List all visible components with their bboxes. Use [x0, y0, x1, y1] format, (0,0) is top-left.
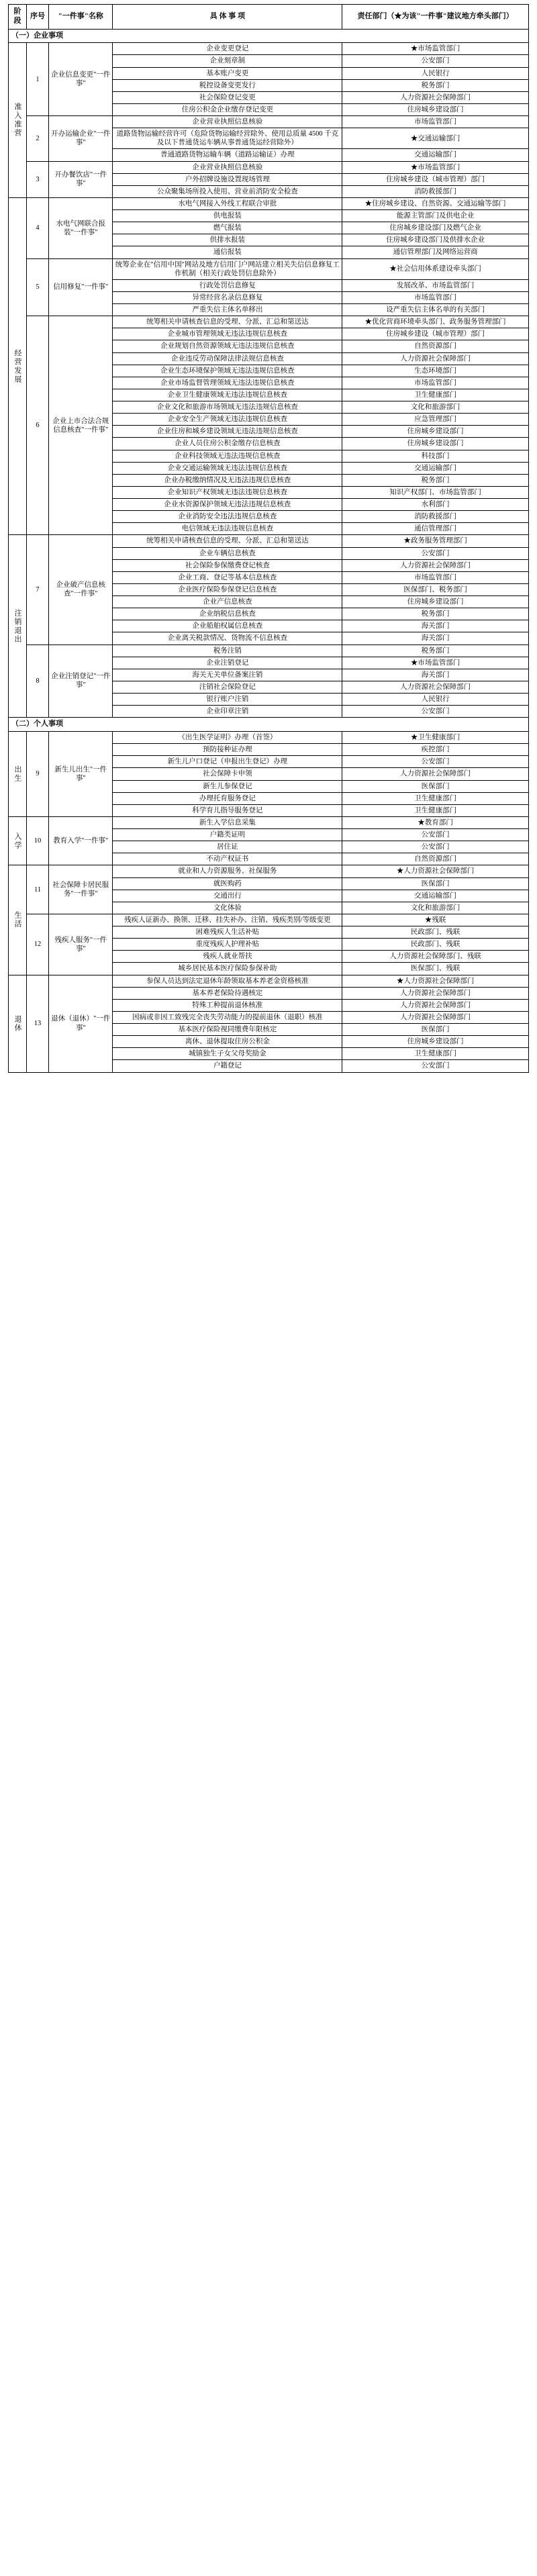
- matter-item: 企业规划自然资源领域无违法违规信息核查: [113, 340, 342, 352]
- responsible-department: 疾控部门: [342, 744, 529, 756]
- matter-item: 新生入学信息采集: [113, 816, 342, 828]
- matter-item: 企业营业执照信息核验: [113, 116, 342, 128]
- matter-item: 社会保障卡申领: [113, 768, 342, 780]
- responsible-department: 应急管理部门: [342, 414, 529, 426]
- sequence-number: 12: [26, 914, 48, 975]
- table-row: [9, 535, 529, 547]
- matter-item: 基本账户变更: [113, 67, 342, 79]
- stage-cell: 退休: [9, 975, 27, 1072]
- responsible-department: 人民银行: [342, 67, 529, 79]
- matter-name: 社会保障卡居民服务"一件事": [49, 865, 113, 914]
- responsible-department: 通信管理部门: [342, 523, 529, 535]
- matter-item: 企业水资源保护领域无违法违规信息核查: [113, 499, 342, 511]
- matter-item: 因病或非因工致残完全丧失劳动能力的提前退休（退职）核准: [113, 1011, 342, 1023]
- table-row: [9, 865, 529, 877]
- column-header: 具 体 事 项: [113, 5, 342, 30]
- responsible-department: ★市场监管部门: [342, 161, 529, 173]
- table-row: [9, 645, 529, 657]
- responsible-department: 住房城乡建设部门: [342, 596, 529, 608]
- responsible-department: 人力资源社会保障部门: [342, 91, 529, 103]
- matter-item: 企业印章注销: [113, 706, 342, 718]
- responsible-department: 公安部门: [342, 706, 529, 718]
- matter-name: 教育入学"一件事": [49, 816, 113, 865]
- matter-item: 税控设备变更发行: [113, 79, 342, 91]
- responsible-department: 医保部门: [342, 780, 529, 792]
- table-row: [9, 732, 529, 744]
- matter-item: 户籍类证明: [113, 829, 342, 841]
- matter-item: 企业医疗保险参保登记信息核查: [113, 583, 342, 595]
- responsible-department: 住房城乡建设部门及供排水企业: [342, 234, 529, 246]
- stage-cell: 准入准营: [9, 43, 27, 198]
- responsible-department: ★人力资源社会保障部门: [342, 975, 529, 987]
- responsible-department: 水利部门: [342, 499, 529, 511]
- table-row: [9, 116, 529, 128]
- matter-item: 参保人员达到法定退休年龄领取基本养老金资格核准: [113, 975, 342, 987]
- matter-name: 开办运输企业"一件事": [49, 116, 113, 162]
- matter-name: 企业注销登记"一件事": [49, 645, 113, 718]
- matter-item: 企业城市管理领域无违法违规信息核查: [113, 328, 342, 340]
- responsible-department: 住房城乡建设部门: [342, 103, 529, 115]
- sequence-number: 11: [26, 865, 48, 914]
- column-header: 责任部门（★为该"一件事"建议地方牵头部门）: [342, 5, 529, 30]
- matter-item: 社会保险参保缴费登记核查: [113, 559, 342, 571]
- matter-item: 企业交通运输领域无违法违规信息核查: [113, 462, 342, 474]
- responsible-department: 税务部门: [342, 79, 529, 91]
- matter-item: 通信报装: [113, 246, 342, 258]
- responsible-department: 自然资源部门: [342, 853, 529, 865]
- matter-item: 行政处罚信息修复: [113, 279, 342, 291]
- responsible-department: 科技部门: [342, 450, 529, 462]
- responsible-department: ★卫生健康部门: [342, 732, 529, 744]
- responsible-department: 能源主管部门及供电企业: [342, 210, 529, 222]
- stage-cell: 经营发展: [9, 197, 27, 535]
- matter-item: 企业车辆信息核查: [113, 547, 342, 559]
- responsible-department: 设严重失信主体名单的有关部门: [342, 304, 529, 316]
- sequence-number: 1: [26, 43, 48, 116]
- matter-name: 水电气网联合报装"一件事": [49, 197, 113, 258]
- responsible-department: 民政部门、残联: [342, 926, 529, 939]
- matter-item: 企业生态环境保护领域无违法违规信息核查: [113, 365, 342, 377]
- matter-item: 企业违反劳动保障法律法规信息核查: [113, 352, 342, 365]
- responsible-department: 市场监管部门: [342, 116, 529, 128]
- responsible-department: 文化和旅游部门: [342, 401, 529, 414]
- table-header-row: [9, 5, 529, 30]
- responsible-department: 公安部门: [342, 55, 529, 67]
- responsible-department: 住房城乡建设（城市管理）部门: [342, 328, 529, 340]
- matter-item: 企业变更登记: [113, 43, 342, 55]
- matter-item: 就业和人力资源服务、社保服务: [113, 865, 342, 877]
- table-row: [9, 197, 529, 209]
- responsible-department: 通信管理部门及网络运营商: [342, 246, 529, 258]
- stage-cell: 生活: [9, 865, 27, 975]
- matter-item: 办理托育服务登记: [113, 792, 342, 804]
- matter-item: 户籍登记: [113, 1060, 342, 1072]
- matter-item: 严重失信主体名单移出: [113, 304, 342, 316]
- sequence-number: 8: [26, 645, 48, 718]
- matter-item: 企业船舶权属信息核查: [113, 620, 342, 632]
- responsible-department: 人力资源社会保障部门、残联: [342, 951, 529, 963]
- matter-item: 税务注销: [113, 645, 342, 657]
- sequence-number: 9: [26, 732, 48, 817]
- column-header: "一件事"名称: [49, 5, 113, 30]
- section-label: （二）个人事项: [9, 718, 529, 732]
- document-sheet: [0, 0, 537, 1080]
- matter-item: 交通出行: [113, 890, 342, 902]
- matter-item: 企业离关税款情况、货物流不信息核查: [113, 632, 342, 645]
- responsible-department: 公安部门: [342, 829, 529, 841]
- responsible-department: ★人力资源社会保障部门: [342, 865, 529, 877]
- matter-item: 企业科技领域无违法违规信息核查: [113, 450, 342, 462]
- table-row: [9, 43, 529, 55]
- stage-cell: 入学: [9, 816, 27, 865]
- matter-item: 《出生医学证明》办理（首签）: [113, 732, 342, 744]
- responsible-department: 人力资源社会保障部门: [342, 999, 529, 1011]
- matter-item: 住房公积金企业缴存登记变更: [113, 103, 342, 115]
- matter-item: 企业注销登记: [113, 657, 342, 669]
- responsible-department: 人力资源社会保障部门: [342, 987, 529, 999]
- responsible-department: 交通运输部门: [342, 149, 529, 161]
- responsible-department: 公安部门: [342, 1060, 529, 1072]
- responsible-department: 民政部门、残联: [342, 939, 529, 951]
- matter-item: 基本养老保险待遇核定: [113, 987, 342, 999]
- responsible-department: 人力资源社会保障部门: [342, 352, 529, 365]
- sequence-number: 5: [26, 258, 48, 316]
- responsible-department: ★交通运输部门: [342, 128, 529, 149]
- table-row: [9, 975, 529, 987]
- matter-item: 基本医疗保险视同缴费年限核定: [113, 1024, 342, 1036]
- matter-item: 预防接种证办理: [113, 744, 342, 756]
- matter-item: 银行账户注销: [113, 694, 342, 706]
- matter-item: 企业纳税信息核查: [113, 608, 342, 620]
- table-row: [9, 816, 529, 828]
- sequence-number: 13: [26, 975, 48, 1072]
- responsible-department: 卫生健康部门: [342, 792, 529, 804]
- responsible-department: 公安部门: [342, 756, 529, 768]
- matter-item: 统筹相关申请核查信息的受理、分派、汇总和第送达: [113, 316, 342, 328]
- responsible-department: 税务部门: [342, 645, 529, 657]
- matter-item: 企业营业执照信息核验: [113, 161, 342, 173]
- responsible-department: ★政务服务管理部门: [342, 535, 529, 547]
- responsible-department: 人力资源社会保障部门: [342, 681, 529, 693]
- table-row: [9, 914, 529, 926]
- matter-name: 企业上市合法合规信息核查"一件事": [49, 316, 113, 535]
- table-row: [9, 258, 529, 279]
- matter-name: 信用修复"一件事": [49, 258, 113, 316]
- matter-item: 普通道路货物运输车辆（道路运输证）办理: [113, 149, 342, 161]
- matter-item: 注销社会保险登记: [113, 681, 342, 693]
- responsible-department: 卫生健康部门: [342, 1048, 529, 1060]
- matter-item: 企业产信息核查: [113, 596, 342, 608]
- matter-item: 居住证: [113, 841, 342, 853]
- responsible-department: 消防救援部门: [342, 185, 529, 197]
- responsible-department: 人力资源社会保障部门: [342, 559, 529, 571]
- responsible-department: 医保部门: [342, 877, 529, 890]
- matter-item: 水电气网接入外线工程联合审批: [113, 197, 342, 209]
- responsible-department: 医保部门: [342, 1024, 529, 1036]
- matter-item: 困难残疾人生活补贴: [113, 926, 342, 939]
- section-label: （一）企业事项: [9, 29, 529, 43]
- matter-item: 户外招牌设施设置现场管理: [113, 173, 342, 185]
- section-heading-row: [9, 29, 529, 43]
- matter-item: 企业文化和旅游市场领域无违法违规信息核查: [113, 401, 342, 414]
- responsible-department: 生态环境部门: [342, 365, 529, 377]
- matter-item: 城镇独生子女父母奖励金: [113, 1048, 342, 1060]
- responsible-department: 市场监管部门: [342, 571, 529, 583]
- responsible-department: 海关部门: [342, 669, 529, 681]
- matter-item: 企业人员住房公积金缴存信息核查: [113, 438, 342, 450]
- responsible-department: 交通运输部门: [342, 890, 529, 902]
- matter-item: 科学育儿指导服务登记: [113, 804, 342, 816]
- matter-item: 新生儿户口登记（申报出生登记）办理: [113, 756, 342, 768]
- matter-name: 退休（退休）"一件事": [49, 975, 113, 1072]
- sequence-number: 6: [26, 316, 48, 535]
- matter-item: 社会保险登记变更: [113, 91, 342, 103]
- matter-name: 企业破产信息核查"一件事": [49, 535, 113, 645]
- matter-name: 新生儿出生"一件事": [49, 732, 113, 817]
- responsible-department: 发展改革、市场监管部门: [342, 279, 529, 291]
- matter-name: 企业信息变更"一件事": [49, 43, 113, 116]
- matter-item: 公众聚集场所投入使用、营业前消防安全检查: [113, 185, 342, 197]
- responsible-department: 消防救援部门: [342, 511, 529, 523]
- sequence-number: 10: [26, 816, 48, 865]
- responsible-department: 市场监管部门: [342, 377, 529, 389]
- responsible-department: ★住房城乡建设、自然资源、交通运输等部门: [342, 197, 529, 209]
- matter-item: 离休、退休提取住房公积金: [113, 1036, 342, 1048]
- matter-item: 企业工商、登记等基本信息核查: [113, 571, 342, 583]
- responsible-department: 知识产权部门、市场监管部门: [342, 486, 529, 498]
- section-heading-row: [9, 718, 529, 732]
- matter-item: 统筹企业在"信用中国"网站及地方信用门户网站建立相关失信信息修复工作机制（相关行政处罚信息除外）: [113, 258, 342, 279]
- sequence-number: 7: [26, 535, 48, 645]
- responsible-department: 交通运输部门: [342, 462, 529, 474]
- matter-item: 重度残疾人护理补贴: [113, 939, 342, 951]
- matter-name: 残疾人服务"一件事": [49, 914, 113, 975]
- responsible-department: 税务部门: [342, 474, 529, 486]
- matter-item: 城乡居民基本医疗保险参保补助: [113, 963, 342, 975]
- matter-item: 异常经营名录信息修复: [113, 291, 342, 303]
- matter-item: 企业刻章制: [113, 55, 342, 67]
- matter-item: 企业消防安全违法违规信息核查: [113, 511, 342, 523]
- responsible-department: 公安部门: [342, 547, 529, 559]
- matter-item: 海关无关单位备案注销: [113, 669, 342, 681]
- responsible-department: ★社会信用体系建设牵头部门: [342, 258, 529, 279]
- responsible-department: ★市场监管部门: [342, 43, 529, 55]
- matter-item: 企业市场监督管理领域无违法违规信息核查: [113, 377, 342, 389]
- sequence-number: 4: [26, 197, 48, 258]
- responsible-department: 卫生健康部门: [342, 804, 529, 816]
- matter-item: 新生儿参保登记: [113, 780, 342, 792]
- responsible-department: 人力资源社会保障部门: [342, 1011, 529, 1023]
- responsible-department: 文化和旅游部门: [342, 902, 529, 914]
- responsible-department: ★优化营商环境牵头部门、政务服务管理部门: [342, 316, 529, 328]
- matter-item: 供电报装: [113, 210, 342, 222]
- matters-table: [8, 4, 529, 1073]
- responsible-department: 住房城乡建设（城市管理）部门: [342, 173, 529, 185]
- responsible-department: 人力资源社会保障部门: [342, 768, 529, 780]
- responsible-department: 税务部门: [342, 608, 529, 620]
- responsible-department: 住房城乡建设部门: [342, 426, 529, 438]
- matter-item: 残疾人证新办、换领、迁移、挂失补办、注销、残疾类别/等级变更: [113, 914, 342, 926]
- responsible-department: ★残联: [342, 914, 529, 926]
- responsible-department: ★市场监管部门: [342, 657, 529, 669]
- responsible-department: 市场监管部门: [342, 291, 529, 303]
- matter-item: 文化体验: [113, 902, 342, 914]
- stage-cell: 出生: [9, 732, 27, 817]
- matter-item: 就医购药: [113, 877, 342, 890]
- matter-item: 企业住房和城乡建设领域无违法违规信息核查: [113, 426, 342, 438]
- stage-cell: 注销退出: [9, 535, 27, 718]
- responsible-department: 住房城乡建设部门: [342, 1036, 529, 1048]
- responsible-department: 人民银行: [342, 694, 529, 706]
- column-header: 序号: [26, 5, 48, 30]
- table-row: [9, 316, 529, 328]
- matter-item: 统筹相关申请核查信息的受理、分派、汇总和第送达: [113, 535, 342, 547]
- matter-item: 供排水报装: [113, 234, 342, 246]
- matter-item: 燃气报装: [113, 222, 342, 234]
- responsible-department: 医保部门、税务部门: [342, 583, 529, 595]
- responsible-department: 卫生健康部门: [342, 389, 529, 401]
- matter-item: 特殊工种提前退休核准: [113, 999, 342, 1011]
- matter-item: 企业安全生产领域无违法违规信息核查: [113, 414, 342, 426]
- responsible-department: ★教育部门: [342, 816, 529, 828]
- matter-item: 不动产权证书: [113, 853, 342, 865]
- matter-item: 企业卫生健康领域无违法违规信息核查: [113, 389, 342, 401]
- responsible-department: 公安部门: [342, 841, 529, 853]
- matter-item: 道路货物运输经营许可（危险货物运输经营除外、使用总质量 4500 千克及以下普通货运车辆从事普通货运经营除外）: [113, 128, 342, 149]
- responsible-department: 医保部门、残联: [342, 963, 529, 975]
- responsible-department: 海关部门: [342, 632, 529, 645]
- sequence-number: 3: [26, 161, 48, 197]
- sequence-number: 2: [26, 116, 48, 162]
- matter-item: 企业办税缴纳情况及无违法违规信息核查: [113, 474, 342, 486]
- table-row: [9, 161, 529, 173]
- table-body: [9, 5, 529, 1073]
- responsible-department: 海关部门: [342, 620, 529, 632]
- matter-name: 开办餐饮店"一件事": [49, 161, 113, 197]
- responsible-department: 住房城乡建设部门: [342, 438, 529, 450]
- matter-item: 电信领域无违法违规信息核查: [113, 523, 342, 535]
- matter-item: 企业知识产权领域无违法违规信息核查: [113, 486, 342, 498]
- responsible-department: 住房城乡建设部门及燃气企业: [342, 222, 529, 234]
- column-header: 阶段: [9, 5, 27, 30]
- responsible-department: 自然资源部门: [342, 340, 529, 352]
- matter-item: 残疾人就业帮扶: [113, 951, 342, 963]
